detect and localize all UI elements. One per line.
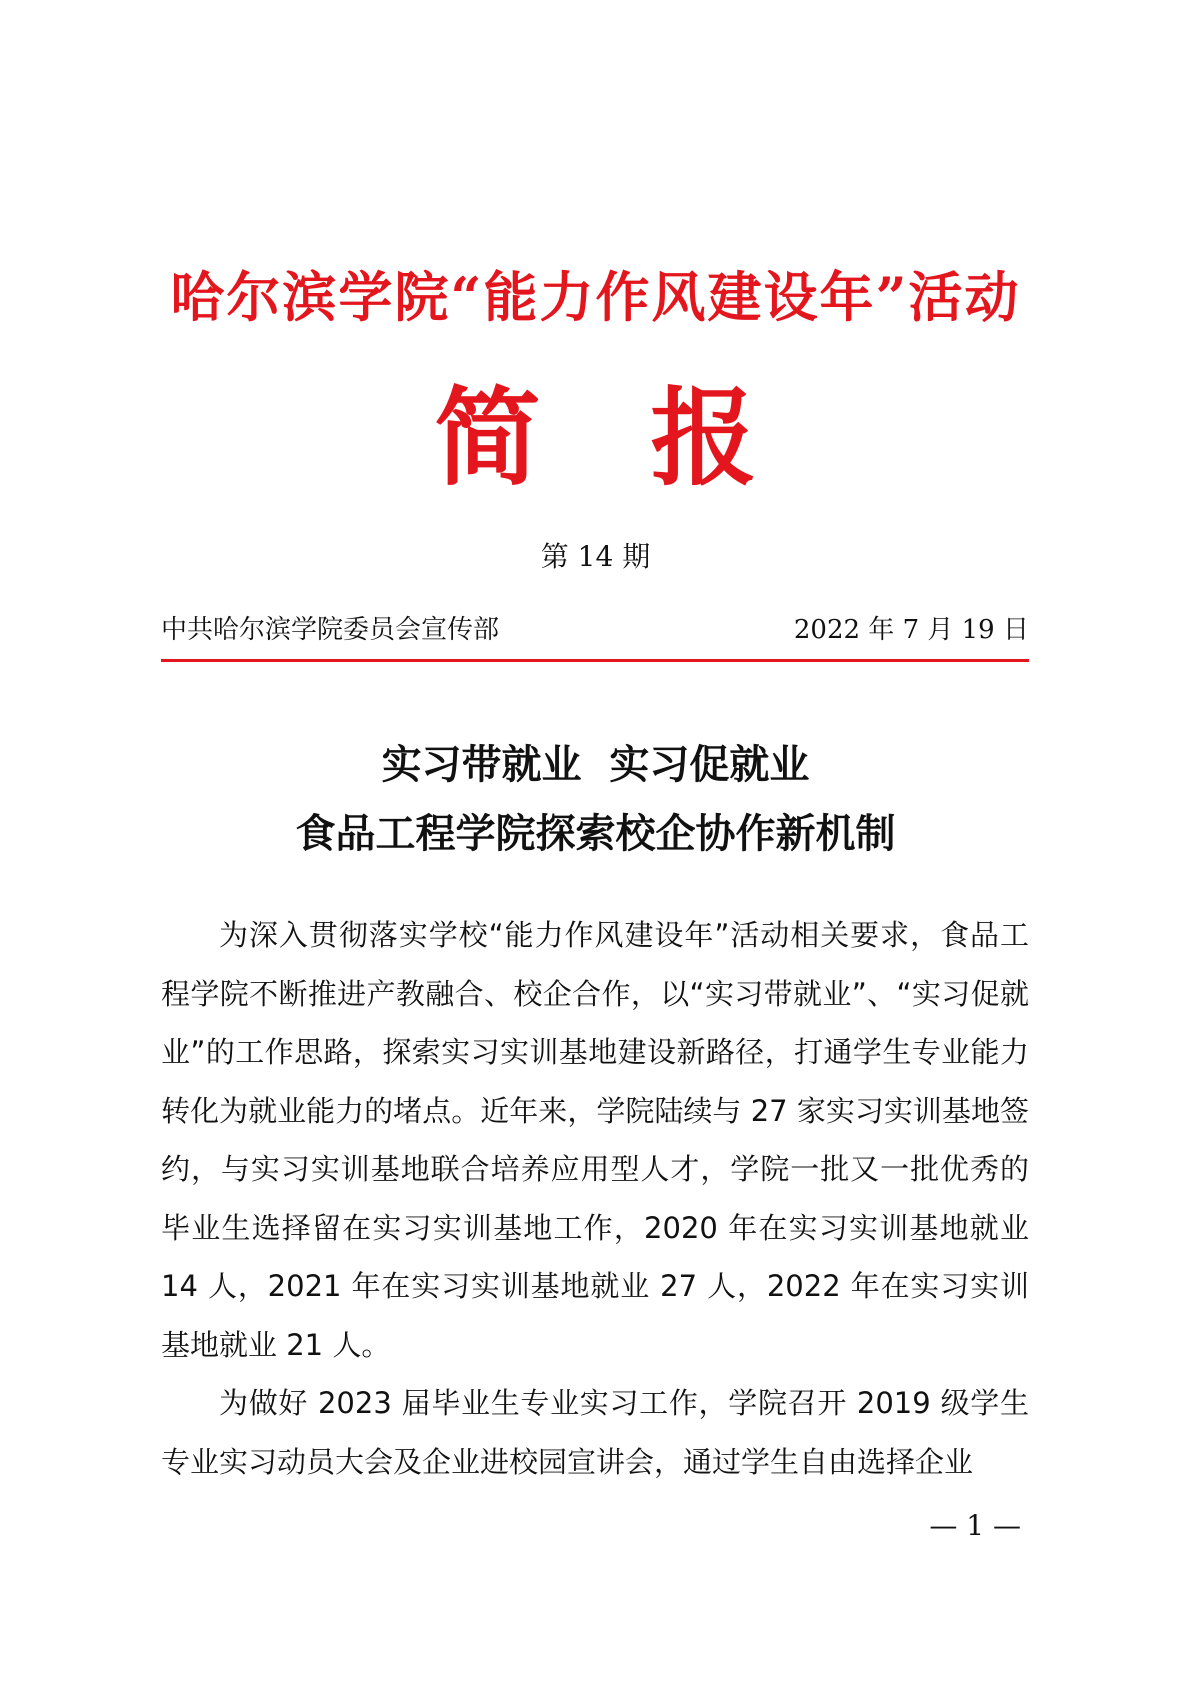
publisher-department: 中共哈尔滨学院委员会宣传部	[161, 615, 500, 645]
masthead-title: 简报	[434, 375, 867, 500]
article-paragraph-2: 为做好 2023 届毕业生专业实习工作，学院召开 2019 级学生专业实习动员大会及企业进校园宣讲会，通过学生自由选择企业	[161, 1386, 1029, 1479]
publication-meta	[161, 612, 1029, 648]
article-headline-line2: 食品工程学院探索校企协作新机制	[295, 810, 896, 857]
article-headline-line1: 实习带就业 实习促就业	[381, 741, 810, 788]
masthead-organization-line: 哈尔滨学院“能力作风建设年”活动	[170, 265, 1021, 329]
publication-date: 2022 年 7 月 19 日	[793, 615, 1029, 645]
red-divider-line	[161, 659, 1029, 662]
article-body	[161, 906, 1029, 1491]
page-number: — 1 —	[929, 1509, 1021, 1542]
issue-number: 第 14 期	[540, 540, 651, 573]
article-paragraph-1: 为深入贯彻落实学校“能力作风建设年”活动相关要求，食品工程学院不断推进产教融合、校企合作，以“实习带就业”、“实习促就业”的工作思路，探索实习实训基地建设新路径，打通学生专业能力转化为就业能力的堵点。近年来，学院陆续与 27 家实习实训基地签约，与实习实训基地联合培养应用型人才，学院一批又一批优秀的毕业生选择留在实习实训基地工作，2020 年在实习实训基地就业 14 人，2021 年在实习实训基地就业 27 人，2022 年在实习实训基地就业 21 人。	[161, 918, 1029, 1362]
